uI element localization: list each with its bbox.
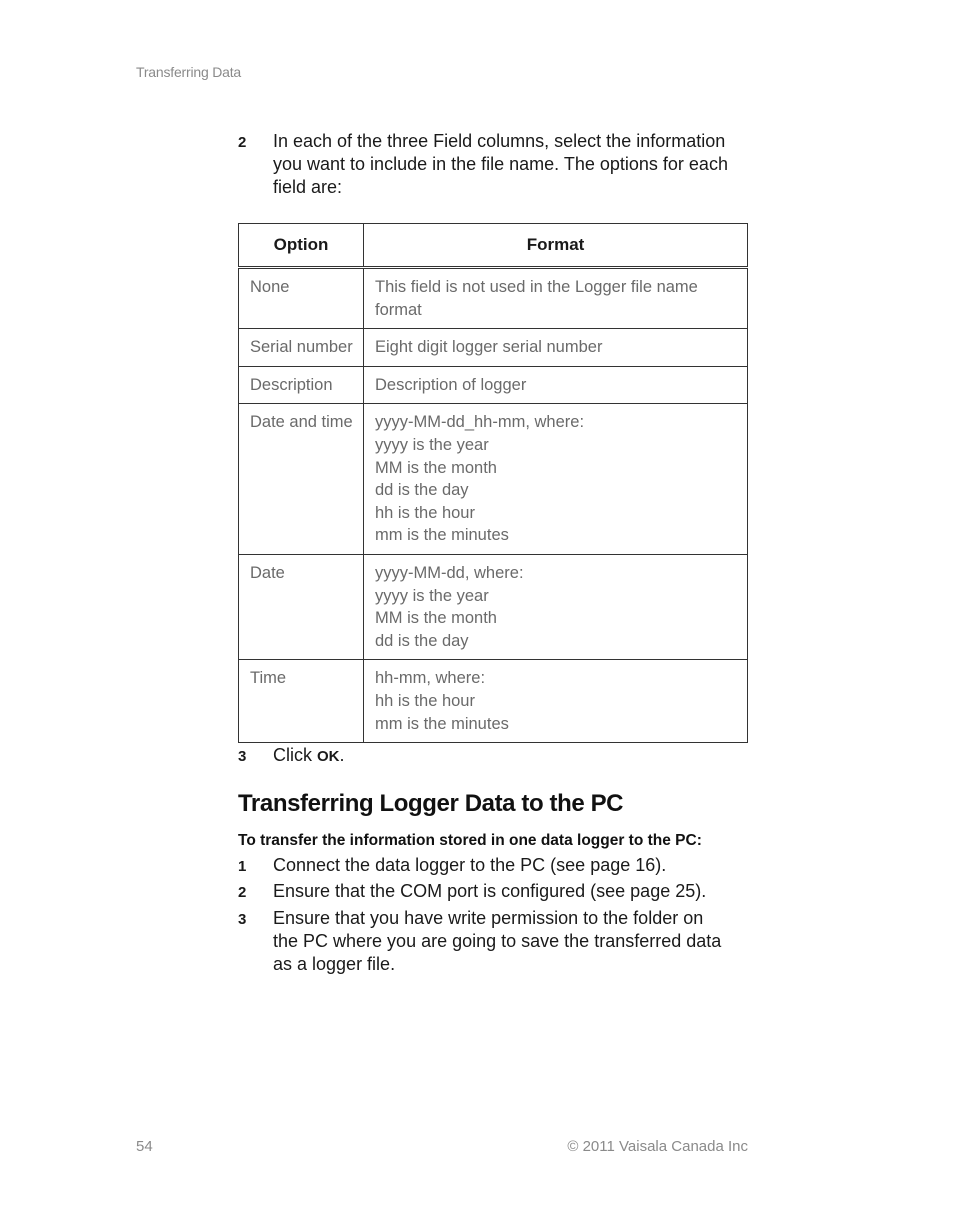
option-cell: Time bbox=[239, 660, 364, 743]
option-cell: Serial number bbox=[239, 329, 364, 367]
format-line: dd is the day bbox=[375, 481, 469, 500]
format-cell bbox=[364, 268, 748, 329]
step-number: 3 bbox=[238, 911, 247, 928]
table-row bbox=[239, 268, 748, 329]
column-header-format: Format bbox=[364, 224, 748, 268]
format-line: hh is the hour bbox=[375, 503, 475, 522]
step-text bbox=[273, 744, 750, 768]
step-prefix: Click bbox=[273, 745, 317, 765]
table-row bbox=[239, 660, 748, 743]
table-row bbox=[239, 329, 748, 367]
format-line: Eight digit logger serial number bbox=[375, 338, 603, 357]
page-number: 54 bbox=[136, 1138, 153, 1155]
option-cell: None bbox=[239, 268, 364, 329]
options-table bbox=[238, 223, 748, 743]
format-line: MM is the month bbox=[375, 609, 497, 628]
procedure-lead: To transfer the information stored in one data logger to the PC: bbox=[238, 832, 702, 849]
ok-button-label: OK bbox=[317, 748, 340, 765]
format-line: hh-mm, where: bbox=[375, 669, 486, 688]
step-line: In each of the three Field columns, select the information bbox=[273, 131, 726, 151]
step-line: Connect the data logger to the PC (see page 16). bbox=[273, 855, 667, 875]
copyright: © 2011 Vaisala Canada Inc bbox=[567, 1138, 748, 1155]
format-cell bbox=[364, 329, 748, 367]
table-header-row bbox=[239, 224, 748, 268]
format-line: mm is the minutes bbox=[375, 526, 509, 545]
table-row bbox=[239, 404, 748, 555]
option-cell: Date and time bbox=[239, 404, 364, 555]
format-line: This field is not used in the Logger file name format bbox=[375, 278, 698, 319]
step-line: Ensure that the COM port is configured (see page 25). bbox=[273, 881, 707, 901]
step-2 bbox=[238, 130, 750, 199]
format-line: hh is the hour bbox=[375, 691, 475, 710]
step-line: you want to include in the file name. The options for each bbox=[273, 154, 728, 174]
option-cell: Date bbox=[239, 554, 364, 659]
step-3 bbox=[238, 744, 750, 768]
step-text bbox=[273, 130, 750, 199]
format-line: MM is the month bbox=[375, 458, 497, 477]
format-line: dd is the day bbox=[375, 631, 469, 650]
step-line: as a logger file. bbox=[273, 954, 396, 974]
step-line: the PC where you are going to save the transferred data bbox=[273, 931, 722, 951]
procedure-step-3 bbox=[238, 907, 750, 976]
table-row bbox=[239, 554, 748, 659]
step-text bbox=[273, 854, 750, 877]
step-text bbox=[273, 880, 750, 903]
format-line: Description of logger bbox=[375, 375, 527, 394]
format-line: mm is the minutes bbox=[375, 714, 509, 733]
table-row bbox=[239, 366, 748, 404]
procedure-step-2 bbox=[238, 880, 750, 903]
format-line: yyyy is the year bbox=[375, 586, 489, 605]
section-title: Transferring Logger Data to the PC bbox=[238, 790, 624, 817]
step-line: field are: bbox=[273, 177, 343, 197]
table-body bbox=[239, 268, 748, 743]
format-line: yyyy is the year bbox=[375, 435, 489, 454]
running-head: Transferring Data bbox=[136, 64, 242, 80]
step-suffix: . bbox=[339, 745, 345, 765]
column-header-option: Option bbox=[239, 224, 364, 268]
step-text bbox=[273, 907, 750, 976]
step-number: 1 bbox=[238, 858, 247, 875]
format-line: yyyy-MM-dd, where: bbox=[375, 563, 524, 582]
format-line: yyyy-MM-dd_hh-mm, where: bbox=[375, 413, 585, 432]
step-number: 3 bbox=[238, 748, 247, 765]
option-cell: Description bbox=[239, 366, 364, 404]
format-cell bbox=[364, 660, 748, 743]
step-number: 2 bbox=[238, 134, 247, 151]
procedure-step-1 bbox=[238, 854, 750, 877]
format-cell bbox=[364, 554, 748, 659]
format-cell bbox=[364, 404, 748, 555]
step-line: Ensure that you have write permission to the folder on bbox=[273, 908, 704, 928]
format-cell bbox=[364, 366, 748, 404]
step-number: 2 bbox=[238, 884, 247, 901]
